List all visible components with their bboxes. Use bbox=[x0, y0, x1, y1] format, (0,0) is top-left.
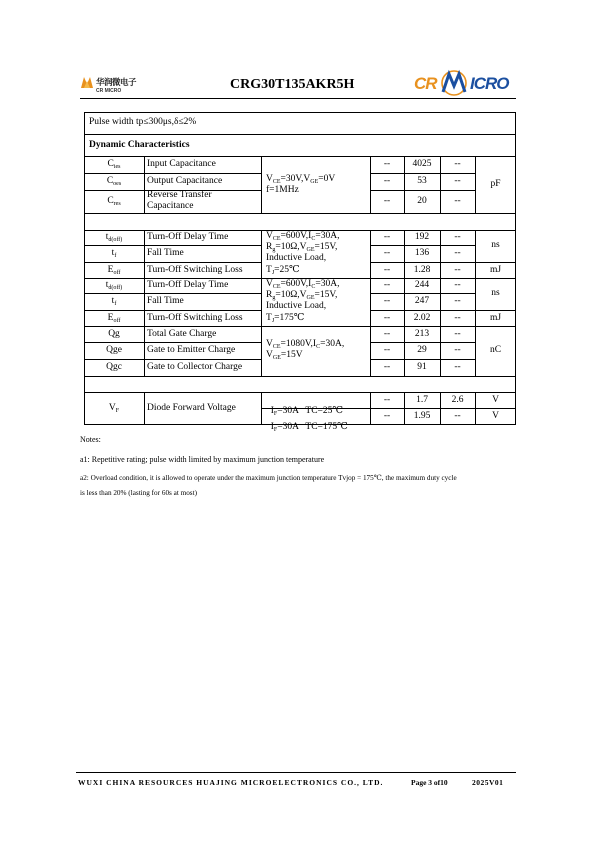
symbol-qgc: Qgc bbox=[106, 362, 122, 372]
param-total-gate-charge: Total Gate Charge bbox=[147, 329, 217, 339]
cond-text: I bbox=[270, 406, 274, 416]
table-rule bbox=[84, 359, 261, 360]
sw175-condition-line4 bbox=[266, 313, 304, 324]
symbol-subscript: f bbox=[114, 301, 117, 307]
cond-text: =30A TC=25℃ bbox=[277, 406, 344, 416]
table-rule bbox=[84, 173, 261, 174]
table-rule bbox=[84, 326, 516, 327]
logo-icro-text: ICRO bbox=[470, 74, 509, 93]
symbol-subscript: off bbox=[113, 318, 121, 324]
unit-ns: ns bbox=[491, 288, 500, 298]
symbol-text: E bbox=[107, 313, 114, 323]
table-rule bbox=[370, 262, 516, 263]
cond-text: =10Ω,V bbox=[275, 290, 307, 300]
param-gate-emitter-charge: Gate to Emitter Charge bbox=[147, 345, 236, 355]
cond-sub: CE bbox=[272, 236, 281, 242]
param-capacitance: Capacitance bbox=[147, 201, 194, 211]
cond-text: =30A TC=175℃ bbox=[277, 422, 348, 432]
cap-condition-line1 bbox=[266, 174, 335, 185]
unit-ns: ns bbox=[491, 240, 500, 250]
cell-max: -- bbox=[454, 313, 461, 323]
table-rule bbox=[370, 245, 475, 246]
cell-min: -- bbox=[383, 159, 391, 169]
symbol-text: t bbox=[105, 232, 109, 242]
symbol-qge: Qge bbox=[106, 345, 122, 355]
cond-sub: F bbox=[273, 427, 278, 433]
cell-max: -- bbox=[454, 159, 461, 169]
param-fall-time: Fall Time bbox=[147, 296, 184, 306]
cell-min: -- bbox=[383, 280, 391, 290]
param-output-capacitance: Output Capacitance bbox=[147, 176, 223, 186]
section-title: Dynamic Characteristics bbox=[89, 140, 190, 150]
unit-v: V bbox=[492, 411, 499, 421]
cell-min: -- bbox=[383, 265, 391, 275]
cond-text: =30V,V bbox=[280, 174, 311, 184]
diode-condition-175 bbox=[266, 411, 348, 433]
table-rule bbox=[370, 173, 475, 174]
cond-text: =15V bbox=[280, 350, 303, 360]
logo-m-icon bbox=[439, 68, 469, 98]
cond-text: =175℃ bbox=[274, 313, 305, 323]
cond-text: =30A, bbox=[320, 339, 345, 349]
cond-text: T bbox=[266, 265, 272, 275]
table-rule bbox=[84, 392, 516, 393]
symbol-cies bbox=[84, 159, 144, 170]
cond-text: =10Ω,V bbox=[275, 242, 307, 252]
symbol-qg: Qg bbox=[108, 329, 120, 339]
param-turn-off-delay: Turn-Off Delay Time bbox=[147, 232, 229, 242]
cell-min: -- bbox=[383, 345, 391, 355]
unit-v: V bbox=[492, 395, 499, 405]
sw25-condition-line3: Inductive Load, bbox=[266, 253, 327, 263]
cond-sub: J bbox=[271, 270, 275, 276]
cond-sub: g bbox=[272, 247, 276, 253]
company-en-name: CR MICRO bbox=[96, 88, 122, 94]
unit-nc: nC bbox=[489, 345, 502, 355]
cond-text: =0V bbox=[318, 174, 336, 184]
cell-max: -- bbox=[454, 232, 461, 242]
cell-min: -- bbox=[383, 411, 391, 421]
cell-typ: 20 bbox=[417, 196, 427, 206]
symbol-text: V bbox=[108, 403, 116, 413]
table-rule bbox=[370, 310, 516, 311]
symbol-subscript: oes bbox=[113, 181, 122, 187]
note-a1: a1: Repetitive rating; pulse width limited by maximum junction temperature bbox=[80, 455, 325, 464]
cond-sub: F bbox=[273, 411, 278, 417]
cell-max: -- bbox=[454, 248, 461, 258]
param-gate-collector-charge: Gate to Collector Charge bbox=[147, 362, 243, 372]
symbol-subscript: f bbox=[114, 253, 117, 259]
cond-sub: GE bbox=[306, 247, 315, 253]
cell-typ: 213 bbox=[414, 329, 430, 339]
footer-page: Page 3 of10 bbox=[411, 778, 448, 787]
param-diode-forward-voltage: Diode Forward Voltage bbox=[147, 403, 236, 413]
cond-sub: GE bbox=[306, 295, 315, 301]
cell-typ: 192 bbox=[414, 232, 430, 242]
param-input-capacitance: Input Capacitance bbox=[147, 159, 216, 169]
cell-typ: 53 bbox=[417, 176, 427, 186]
table-rule bbox=[84, 262, 261, 263]
symbol-vf bbox=[84, 403, 144, 414]
table-rule bbox=[84, 134, 516, 135]
table-rule bbox=[144, 230, 145, 376]
cell-typ: 1.28 bbox=[413, 265, 431, 275]
cond-text: =30A, bbox=[315, 231, 340, 241]
symbol-subscript: d(off) bbox=[108, 285, 123, 291]
cell-min: -- bbox=[383, 196, 391, 206]
symbol-text: C bbox=[107, 159, 114, 169]
param-switching-loss: Turn-Off Switching Loss bbox=[147, 313, 243, 323]
cond-sub: g bbox=[272, 295, 276, 301]
cell-max: -- bbox=[454, 176, 461, 186]
cell-max: -- bbox=[454, 362, 461, 372]
cond-sub: CE bbox=[272, 284, 281, 290]
cond-sub: J bbox=[271, 318, 275, 324]
table-rule bbox=[84, 310, 261, 311]
cond-text: =1080V,I bbox=[280, 339, 317, 349]
symbol-eoff bbox=[84, 313, 144, 324]
sw25-condition-line2 bbox=[266, 242, 337, 253]
table-rule bbox=[84, 213, 516, 214]
cell-max: -- bbox=[454, 280, 461, 290]
cond-text: T bbox=[266, 313, 272, 323]
symbol-tdoff bbox=[84, 232, 144, 243]
cond-text: =30A, bbox=[315, 279, 340, 289]
param-reverse-transfer: Reverse Transfer bbox=[147, 190, 212, 200]
cell-max: -- bbox=[454, 265, 461, 275]
table-rule bbox=[84, 342, 261, 343]
sw175-condition-line3: Inductive Load, bbox=[266, 301, 327, 311]
table-rule bbox=[84, 376, 516, 377]
cond-text: =600V,I bbox=[280, 231, 312, 241]
cap-condition-line2: f=1MHz bbox=[266, 185, 299, 195]
cell-min: -- bbox=[383, 362, 391, 372]
cell-max: -- bbox=[454, 411, 461, 421]
cell-typ: 244 bbox=[414, 280, 430, 290]
cell-typ: 2.02 bbox=[413, 313, 431, 323]
symbol-text: t bbox=[105, 280, 109, 290]
cond-sub: CE bbox=[272, 179, 281, 185]
cond-sub: C bbox=[316, 344, 321, 350]
note-a2-line1: a2: Overload condition, it is allowed to operate under the maximum junction temperature Tvjop = 175℃, the maximum duty cycle bbox=[80, 474, 457, 482]
symbol-text: t bbox=[111, 296, 115, 306]
pulse-width-note: Pulse width tp≤300μs,δ≤2% bbox=[89, 117, 197, 127]
cell-typ: 29 bbox=[417, 345, 427, 355]
cell-typ: 1.7 bbox=[416, 395, 428, 405]
cell-max: -- bbox=[454, 329, 461, 339]
cell-typ: 1.95 bbox=[413, 411, 431, 421]
sw175-condition-line2 bbox=[266, 290, 337, 301]
cond-sub: C bbox=[311, 236, 316, 242]
cell-typ: 247 bbox=[414, 296, 430, 306]
param-turn-off-delay: Turn-Off Delay Time bbox=[147, 280, 229, 290]
cond-sub: GE bbox=[272, 355, 281, 361]
table-rule bbox=[370, 190, 475, 191]
gate-condition-line1 bbox=[266, 339, 344, 350]
symbol-tdoff bbox=[84, 280, 144, 291]
cell-min: -- bbox=[383, 329, 391, 339]
sw25-condition-line4 bbox=[266, 265, 300, 276]
cell-min: -- bbox=[383, 176, 391, 186]
header-rule bbox=[80, 98, 516, 99]
unit-mj: mJ bbox=[489, 265, 502, 275]
cond-text: =15V, bbox=[314, 290, 338, 300]
param-switching-loss: Turn-Off Switching Loss bbox=[147, 265, 243, 275]
table-rule bbox=[84, 293, 261, 294]
table-rule bbox=[370, 342, 475, 343]
symbol-text: C bbox=[106, 176, 114, 186]
cond-text: R bbox=[266, 242, 273, 252]
table-rule bbox=[84, 245, 261, 246]
cr-flower-icon bbox=[80, 75, 94, 89]
symbol-subscript: res bbox=[113, 201, 121, 207]
cond-text: V bbox=[266, 350, 273, 360]
note-a2-line2: is less than 20% (lasting for 60s at most) bbox=[80, 489, 197, 497]
sw175-condition-line1 bbox=[266, 279, 339, 290]
table-rule bbox=[261, 230, 262, 376]
symbol-subscript: off bbox=[113, 270, 121, 276]
symbol-tf bbox=[84, 248, 144, 259]
cond-text: I bbox=[270, 422, 274, 432]
symbol-subscript: d(off) bbox=[108, 237, 123, 243]
cell-typ: 136 bbox=[414, 248, 430, 258]
cond-sub: CE bbox=[272, 344, 281, 350]
table-rule bbox=[84, 156, 516, 157]
cr-micro-cn-logo bbox=[80, 73, 150, 97]
cell-typ: 4025 bbox=[412, 159, 432, 169]
cond-sub: GE bbox=[310, 179, 319, 185]
table-rule bbox=[144, 392, 145, 425]
cond-sub: C bbox=[311, 284, 316, 290]
unit-mj: mJ bbox=[489, 313, 502, 323]
sw25-condition-line1 bbox=[266, 231, 339, 242]
symbol-coes bbox=[84, 176, 144, 187]
symbol-tf bbox=[84, 296, 144, 307]
cell-min: -- bbox=[383, 296, 391, 306]
param-fall-time: Fall Time bbox=[147, 248, 184, 258]
table-rule bbox=[370, 359, 475, 360]
cond-text: R bbox=[266, 290, 273, 300]
cond-text: V bbox=[266, 231, 273, 241]
symbol-cres bbox=[84, 196, 144, 207]
company-cn-name: 华润微电子 bbox=[96, 78, 137, 88]
cond-text: V bbox=[266, 339, 273, 349]
footer-company: WUXI CHINA RESOURCES HUAJING MICROELECTRONICS CO., LTD. bbox=[78, 778, 384, 787]
gate-condition-line2 bbox=[266, 350, 303, 361]
unit-pf: pF bbox=[490, 179, 501, 189]
symbol-text: E bbox=[107, 265, 114, 275]
symbol-text: t bbox=[111, 248, 115, 258]
cell-typ: 91 bbox=[417, 362, 427, 372]
symbol-subscript: ies bbox=[113, 164, 121, 170]
cell-min: -- bbox=[383, 313, 391, 323]
cond-text: =600V,I bbox=[280, 279, 312, 289]
cell-min: -- bbox=[383, 232, 391, 242]
cell-min: -- bbox=[383, 395, 391, 405]
table-rule bbox=[370, 293, 475, 294]
cr-micro-logo bbox=[414, 68, 514, 98]
cell-max: 2.6 bbox=[451, 395, 464, 405]
notes-title: Notes: bbox=[80, 435, 101, 444]
cell-max: -- bbox=[454, 296, 461, 306]
symbol-eoff bbox=[84, 265, 144, 276]
logo-cr-text: CR bbox=[414, 74, 437, 93]
footer-version: 2025V01 bbox=[472, 778, 504, 787]
table-rule bbox=[261, 156, 262, 213]
cell-min: -- bbox=[383, 248, 391, 258]
cond-text: V bbox=[266, 174, 273, 184]
cell-max: -- bbox=[454, 196, 461, 206]
footer-rule bbox=[76, 772, 516, 773]
part-number-title: CRG30T135AKR5H bbox=[230, 77, 355, 92]
cell-max: -- bbox=[454, 345, 461, 355]
symbol-subscript: F bbox=[115, 408, 120, 414]
table-rule bbox=[144, 156, 145, 213]
cond-text: =15V, bbox=[314, 242, 338, 252]
cond-text: V bbox=[266, 279, 273, 289]
cond-text: =25℃ bbox=[274, 265, 300, 275]
symbol-text: C bbox=[107, 196, 114, 206]
